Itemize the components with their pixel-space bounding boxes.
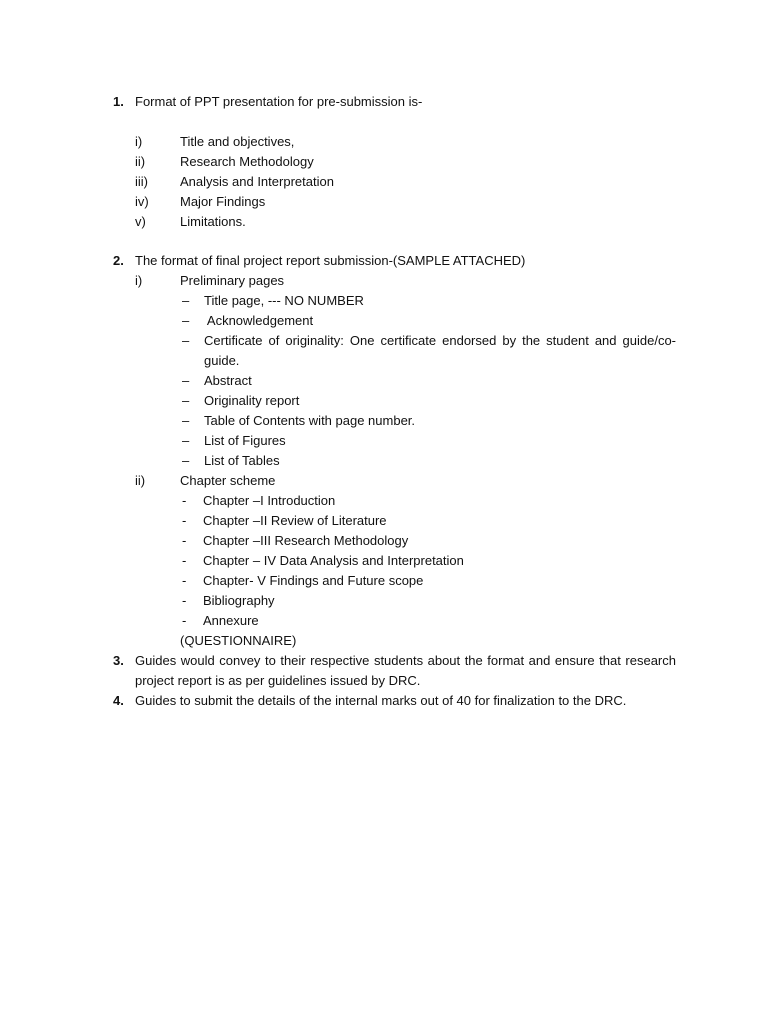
section-1-item-roman: i)	[135, 134, 143, 149]
bullet-text: Chapter –III Research Methodology	[203, 533, 409, 548]
bullet-text: Abstract	[204, 373, 252, 388]
section-1-item-roman: iii)	[135, 174, 148, 189]
bullet-text: Chapter –II Review of Literature	[203, 513, 387, 528]
chapters-title: Chapter scheme	[180, 473, 276, 488]
section-1-item-text: Major Findings	[180, 194, 266, 209]
bullet-dash: –	[182, 433, 190, 448]
bullet-dash: -	[182, 533, 187, 548]
bullet-text: Certificate of originality: One certificate endorsed by the student and guide/co-guide.	[204, 333, 676, 368]
section-1-heading: Format of PPT presentation for pre-submission is-	[135, 94, 423, 109]
section-1-item-text: Limitations.	[180, 214, 246, 229]
bullet-dash: -	[182, 573, 187, 588]
bullet-text: Acknowledgement	[204, 313, 314, 328]
bullet-text: Chapter –I Introduction	[203, 493, 336, 508]
section-1-number: 1.	[113, 94, 124, 109]
bullet-text: Chapter – IV Data Analysis and Interpretation	[203, 553, 464, 568]
bullet-dash: -	[182, 613, 187, 628]
section-2-number: 2.	[113, 253, 124, 268]
preliminary-title: Preliminary pages	[180, 273, 285, 288]
section-1-item-roman: v)	[135, 214, 146, 229]
section-1-item-text: Analysis and Interpretation	[180, 174, 334, 189]
bullet-dash: –	[182, 333, 190, 348]
section-1-item-text: Title and objectives,	[180, 134, 295, 149]
chapters-roman: ii)	[135, 473, 146, 488]
bullet-dash: –	[182, 293, 190, 308]
bullet-dash: -	[182, 553, 187, 568]
section-1-item-text: Research Methodology	[180, 154, 314, 169]
bullet-dash: -	[182, 513, 187, 528]
bullet-text: List of Tables	[204, 453, 280, 468]
bullet-dash: –	[182, 313, 190, 328]
section-1-item-roman: iv)	[135, 194, 149, 209]
bullet-text: Table of Contents with page number.	[204, 413, 416, 428]
bullet-dash: -	[182, 593, 187, 608]
bullet-text: List of Figures	[204, 433, 286, 448]
bullet-text: Originality report	[204, 393, 300, 408]
section-1-item-roman: ii)	[135, 154, 146, 169]
section-3-text: Guides would convey to their respective students about the format and ensure that research project report is as per guidelines issued by DRC.	[135, 653, 676, 688]
questionnaire-note: (QUESTIONNAIRE)	[180, 633, 297, 648]
section-2-heading: The format of final project report submission-(SAMPLE ATTACHED)	[135, 253, 526, 268]
bullet-dash: –	[182, 373, 190, 388]
section-4-number: 4.	[113, 693, 124, 708]
preliminary-roman: i)	[135, 273, 143, 288]
bullet-dash: –	[182, 453, 190, 468]
bullet-text: Bibliography	[203, 593, 275, 608]
bullet-dash: –	[182, 413, 190, 428]
bullet-dash: –	[182, 393, 190, 408]
bullet-dash: -	[182, 493, 187, 508]
bullet-text: Annexure	[203, 613, 259, 628]
bullet-text: Chapter- V Findings and Future scope	[203, 573, 424, 588]
bullet-text: Title page, --- NO NUMBER	[204, 293, 364, 308]
section-4-text: Guides to submit the details of the internal marks out of 40 for finalization to the DRC.	[135, 693, 627, 708]
section-3-number: 3.	[113, 653, 124, 668]
